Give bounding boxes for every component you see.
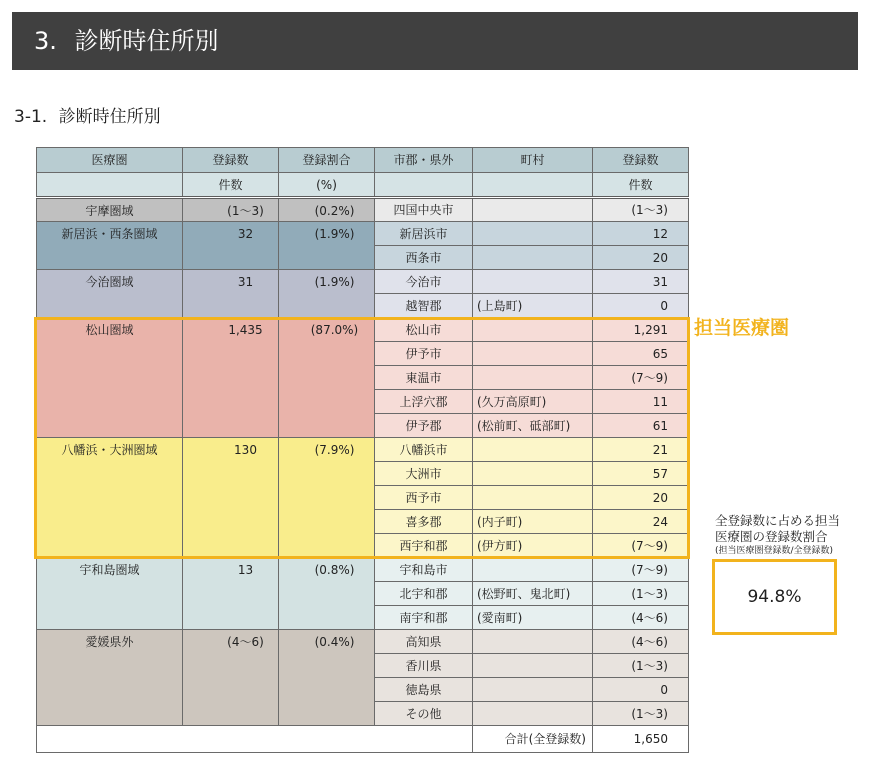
- section-header-bar: [12, 12, 858, 70]
- city-count-cell: 11: [593, 390, 689, 414]
- area-name-cell: 松山圏域: [37, 318, 183, 438]
- town-cell: (久万高原町): [473, 390, 593, 414]
- city-count-cell: 31: [593, 270, 689, 294]
- town-cell: [473, 678, 593, 702]
- city-count-cell: 65: [593, 342, 689, 366]
- city-cell: 今治市: [375, 270, 473, 294]
- city-cell: 西予市: [375, 486, 473, 510]
- header-count-unit: 件数: [183, 173, 279, 198]
- header-ratio-unit: (%): [279, 173, 375, 198]
- total-label: 合計(全登録数): [473, 726, 593, 753]
- city-count-cell: 0: [593, 294, 689, 318]
- city-count-cell: 12: [593, 222, 689, 246]
- city-count-cell: (1〜3): [593, 702, 689, 726]
- town-cell: (松前町、砥部町): [473, 414, 593, 438]
- header-town: 町村: [473, 148, 593, 173]
- header-blank: [473, 173, 593, 198]
- town-cell: (内子町): [473, 510, 593, 534]
- area-ratio-cell: (0.2%): [279, 198, 375, 222]
- header-count: 登録数: [183, 148, 279, 173]
- header-area: 医療圏: [37, 148, 183, 173]
- share-note-formula: (担当医療圏登録数/全登録数): [715, 546, 834, 556]
- town-cell: [473, 198, 593, 222]
- area-count-cell: 31: [183, 270, 279, 318]
- total-row: [37, 726, 689, 753]
- table-row: [37, 198, 689, 222]
- area-name-cell: 八幡浜・大洲圏域: [37, 438, 183, 558]
- area-name-cell: 今治圏域: [37, 270, 183, 318]
- table-row: [37, 630, 689, 654]
- city-count-cell: (7〜9): [593, 534, 689, 558]
- area-ratio-cell: (7.9%): [279, 438, 375, 558]
- city-cell: 喜多郡: [375, 510, 473, 534]
- town-cell: [473, 654, 593, 678]
- area-name-cell: 宇摩圏域: [37, 198, 183, 222]
- town-cell: (愛南町): [473, 606, 593, 630]
- area-ratio-cell: (0.4%): [279, 630, 375, 726]
- area-count-cell: 32: [183, 222, 279, 270]
- area-ratio-cell: (1.9%): [279, 222, 375, 270]
- city-count-cell: (4〜6): [593, 606, 689, 630]
- town-cell: [473, 270, 593, 294]
- town-cell: [473, 630, 593, 654]
- city-count-cell: 0: [593, 678, 689, 702]
- area-name-cell: 愛媛県外: [37, 630, 183, 726]
- city-cell: 四国中央市: [375, 198, 473, 222]
- table-header-row: [37, 148, 689, 173]
- table-row: [37, 558, 689, 582]
- city-cell: 宇和島市: [375, 558, 473, 582]
- city-count-cell: (7〜9): [593, 366, 689, 390]
- city-count-cell: (4〜6): [593, 630, 689, 654]
- town-cell: (上島町): [473, 294, 593, 318]
- city-cell: 香川県: [375, 654, 473, 678]
- share-note-line2: 医療圏の登録数割合: [715, 529, 828, 544]
- city-count-cell: 61: [593, 414, 689, 438]
- city-count-cell: 21: [593, 438, 689, 462]
- city-count-cell: 20: [593, 486, 689, 510]
- city-cell: 伊予郡: [375, 414, 473, 438]
- subsection-title: 3-1. 診断時住所別: [14, 107, 161, 127]
- total-value: 1,650: [593, 726, 689, 753]
- share-value-box: [712, 559, 837, 635]
- city-count-cell: (1〜3): [593, 582, 689, 606]
- town-cell: [473, 462, 593, 486]
- area-count-cell: (4〜6): [183, 630, 279, 726]
- city-cell: 新居浜市: [375, 222, 473, 246]
- area-count-cell: (1〜3): [183, 198, 279, 222]
- town-cell: [473, 486, 593, 510]
- share-note: [715, 513, 840, 557]
- town-cell: [473, 558, 593, 582]
- header-city: 市郡・県外: [375, 148, 473, 173]
- city-count-cell: 24: [593, 510, 689, 534]
- city-cell: 伊予市: [375, 342, 473, 366]
- area-name-cell: 宇和島圏域: [37, 558, 183, 630]
- city-cell: 上浮穴郡: [375, 390, 473, 414]
- town-cell: [473, 366, 593, 390]
- area-ratio-cell: (0.8%): [279, 558, 375, 630]
- town-cell: (松野町、鬼北町): [473, 582, 593, 606]
- area-ratio-cell: (1.9%): [279, 270, 375, 318]
- city-cell: 西宇和郡: [375, 534, 473, 558]
- town-cell: (伊方町): [473, 534, 593, 558]
- city-cell: 徳島県: [375, 678, 473, 702]
- header-city-count-unit: 件数: [593, 173, 689, 198]
- city-count-cell: (7〜9): [593, 558, 689, 582]
- area-name-cell: 新居浜・西条圏域: [37, 222, 183, 270]
- city-cell: 北宇和郡: [375, 582, 473, 606]
- city-count-cell: 1,291: [593, 318, 689, 342]
- city-cell: 南宇和郡: [375, 606, 473, 630]
- table-row: [37, 222, 689, 246]
- city-count-cell: 20: [593, 246, 689, 270]
- area-count-cell: 130: [183, 438, 279, 558]
- registration-table: [36, 147, 689, 753]
- header-city-count: 登録数: [593, 148, 689, 173]
- city-count-cell: (1〜3): [593, 198, 689, 222]
- in-charge-label: 担当医療圏: [694, 316, 790, 339]
- city-cell: その他: [375, 702, 473, 726]
- town-cell: [473, 246, 593, 270]
- city-cell: 大洲市: [375, 462, 473, 486]
- table-row: [37, 438, 689, 462]
- header-blank: [375, 173, 473, 198]
- city-cell: 東温市: [375, 366, 473, 390]
- total-blank-cell: [37, 726, 473, 753]
- town-cell: [473, 318, 593, 342]
- header-blank: [37, 173, 183, 198]
- table-row: [37, 318, 689, 342]
- city-count-cell: (1〜3): [593, 654, 689, 678]
- town-cell: [473, 222, 593, 246]
- table-row: [37, 270, 689, 294]
- town-cell: [473, 702, 593, 726]
- area-ratio-cell: (87.0%): [279, 318, 375, 438]
- town-cell: [473, 438, 593, 462]
- city-cell: 高知県: [375, 630, 473, 654]
- area-count-cell: 13: [183, 558, 279, 630]
- city-cell: 八幡浜市: [375, 438, 473, 462]
- town-cell: [473, 342, 593, 366]
- table-header-unit-row: [37, 173, 689, 198]
- city-cell: 西条市: [375, 246, 473, 270]
- city-cell: 越智郡: [375, 294, 473, 318]
- city-count-cell: 57: [593, 462, 689, 486]
- share-value: 94.8%: [747, 587, 802, 607]
- table-body: [37, 198, 689, 726]
- city-cell: 松山市: [375, 318, 473, 342]
- header-ratio: 登録割合: [279, 148, 375, 173]
- area-count-cell: 1,435: [183, 318, 279, 438]
- section-title: 3. 診断時住所別: [34, 27, 219, 55]
- share-note-line1: 全登録数に占める担当: [715, 513, 841, 528]
